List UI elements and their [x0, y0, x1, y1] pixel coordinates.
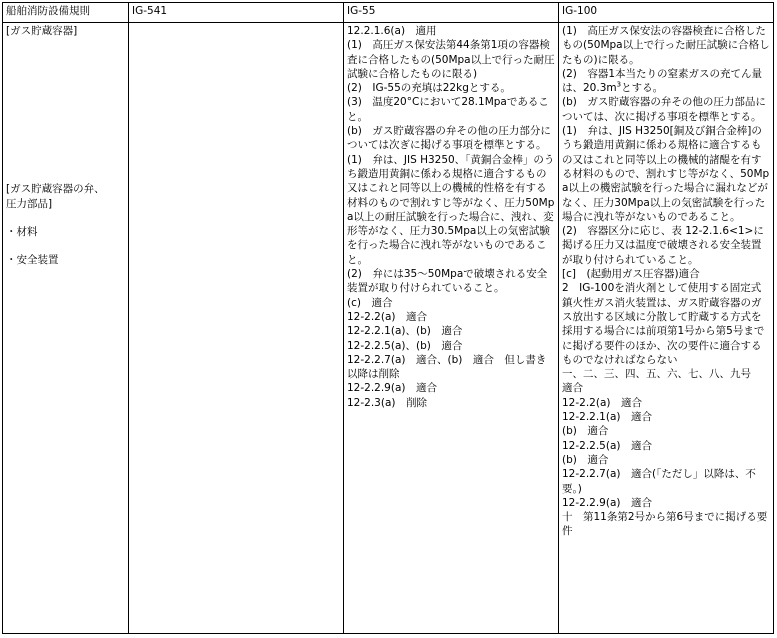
header-ig541: IG-541: [129, 3, 344, 23]
header-row: [3, 3, 774, 23]
safety-device-item: ・安全装置: [6, 254, 59, 267]
ig100-line: (b) ガス貯蔵容器の弁その他の圧力部品については、次に掲げる事項を標準とする。: [562, 96, 766, 123]
ig55-line: (3) 温度20°Cにおいて28.1Mpaであること。: [347, 96, 549, 123]
comparison-table: [2, 2, 774, 634]
valve-heading-line2: 圧力部品]: [6, 197, 53, 210]
ig55-line: (b) ガス貯蔵容器の弁その他の圧力部分については次ぎに掲げる事項を標準とする。: [347, 125, 551, 152]
spacer: [6, 239, 125, 253]
ig100-line: (2) 容器区分に応じ、表 12-2.1.6<1>に掲げる圧力又は温度で破壊される安全装置が取り付けられていること。: [562, 225, 764, 266]
ig55-line: (1) 高圧ガス保安法第44条第1項の容器検査に合格したもの(50Mpa以上で行った耐圧試験に合格したものに限る): [347, 39, 555, 80]
ig55-line: (c) 適合: [347, 296, 393, 309]
ig55-line: 12.2.1.6(a) 適用: [347, 25, 437, 37]
ig100-cell: [559, 23, 774, 634]
ig55-line: (2) IG-55の充填は22kgとする。: [347, 82, 511, 95]
ig100-line: 12-2.2.5(a) 適合: [562, 439, 652, 452]
header-regulation: 船舶消防設備規則: [3, 3, 129, 23]
ig55-line: 12-2.2.5(a)、(b) 適合: [347, 339, 463, 352]
ig100-superscript: 3: [616, 80, 622, 89]
material-item: ・材料: [6, 225, 38, 238]
ig100-line: 12-2.2.7(a) 適合(「ただし」以降は、不要。): [562, 468, 756, 495]
ig100-text: (2) 容器1本当たりの窒素ガスの充てん量は、20.3m: [562, 67, 763, 95]
ig55-line: 12-2.2.9(a) 適合: [347, 382, 437, 395]
header-ig100: IG-100: [559, 3, 774, 23]
regulation-cell: [3, 23, 129, 634]
spacer: [6, 38, 125, 182]
ig100-line: 一、二、三、四、五、六、七、八、九号 適合: [562, 368, 762, 395]
ig541-cell: [129, 23, 344, 634]
ig100-line: (1) 高圧ガス保安法の容器検査に合格したもの(50Mpa以上で行った耐圧試験に合格したもの)に限る。: [562, 25, 770, 66]
ig100-line: 十 第11条第2号から第6号までに掲げる要件: [562, 511, 768, 538]
ig55-line: 12-2.2(a) 適合: [347, 310, 427, 323]
gas-storage-heading: [ガス貯蔵容器]: [6, 25, 78, 37]
ig55-cell: [344, 23, 559, 634]
ig55-line: 12-2.3(a) 削除: [347, 396, 427, 409]
ig55-line: 12-2.2.1(a)、(b) 適合: [347, 325, 463, 338]
ig100-line: 12-2.2.1(a) 適合: [562, 411, 652, 424]
valve-heading-line1: [ガス貯蔵容器の弁、: [6, 183, 105, 196]
spacer: [6, 211, 125, 225]
ig100-line: 12-2.2.9(a) 適合: [562, 496, 652, 509]
ig100-line: 12-2.2(a) 適合: [562, 396, 642, 409]
ig100-line: [c] (起動用ガス圧容器)適合: [562, 268, 700, 281]
ig100-line: (b) 適合: [562, 425, 609, 438]
ig100-fill-amount-line: [562, 67, 770, 96]
ig100-line: 2 IG-100を消火剤として使用する固定式鎮火性ガス消火装置は、ガス貯蔵容器のガス放出する区域に分散して貯蔵する方式を採用する場合には前項第1号から第5号までに掲げる要件のほか、次の要件に適合するものでなければならない: [562, 282, 765, 366]
ig100-text: とする。: [621, 82, 664, 95]
ig55-line: 12-2.2.7(a) 適合、(b) 適合 但し書き以降は削除: [347, 353, 547, 381]
ig55-line: (1) 弁は、JIS H3250、「黄銅合金棒」のうち鍛造用黄銅に係わる規格に適合するもの又はこれと同等以上の機械的性格を有する材料のもので割れすじ等がなく、圧力50Mpa以上の耐圧試験を行った場合に、洩れ、変形等がなく、圧力30.5Mpa以上の気密試験を行った場合に洩れ等がないものであること。: [347, 153, 555, 266]
body-row: [3, 23, 774, 634]
ig55-line: (2) 弁には35～50Mpaで破壊される安全装置が取り付けられていること。: [347, 268, 548, 295]
header-ig55: IG-55: [344, 3, 559, 23]
ig100-line: (b) 適合: [562, 453, 609, 466]
ig100-line: (1) 弁は、JIS H3250[銅及び銅合金棒]のうち鍛造用黄銅に係わる規格に適合するもの又はこれと同等以上の機械的諸醍を有する材料のもので、割れすじ等がなく、50Mpa以上の機密試験を行った場合に漏れなどがなく、圧力30Mpa以上の気密試験を行った場合に洩れ等がないものであること。: [562, 125, 770, 223]
